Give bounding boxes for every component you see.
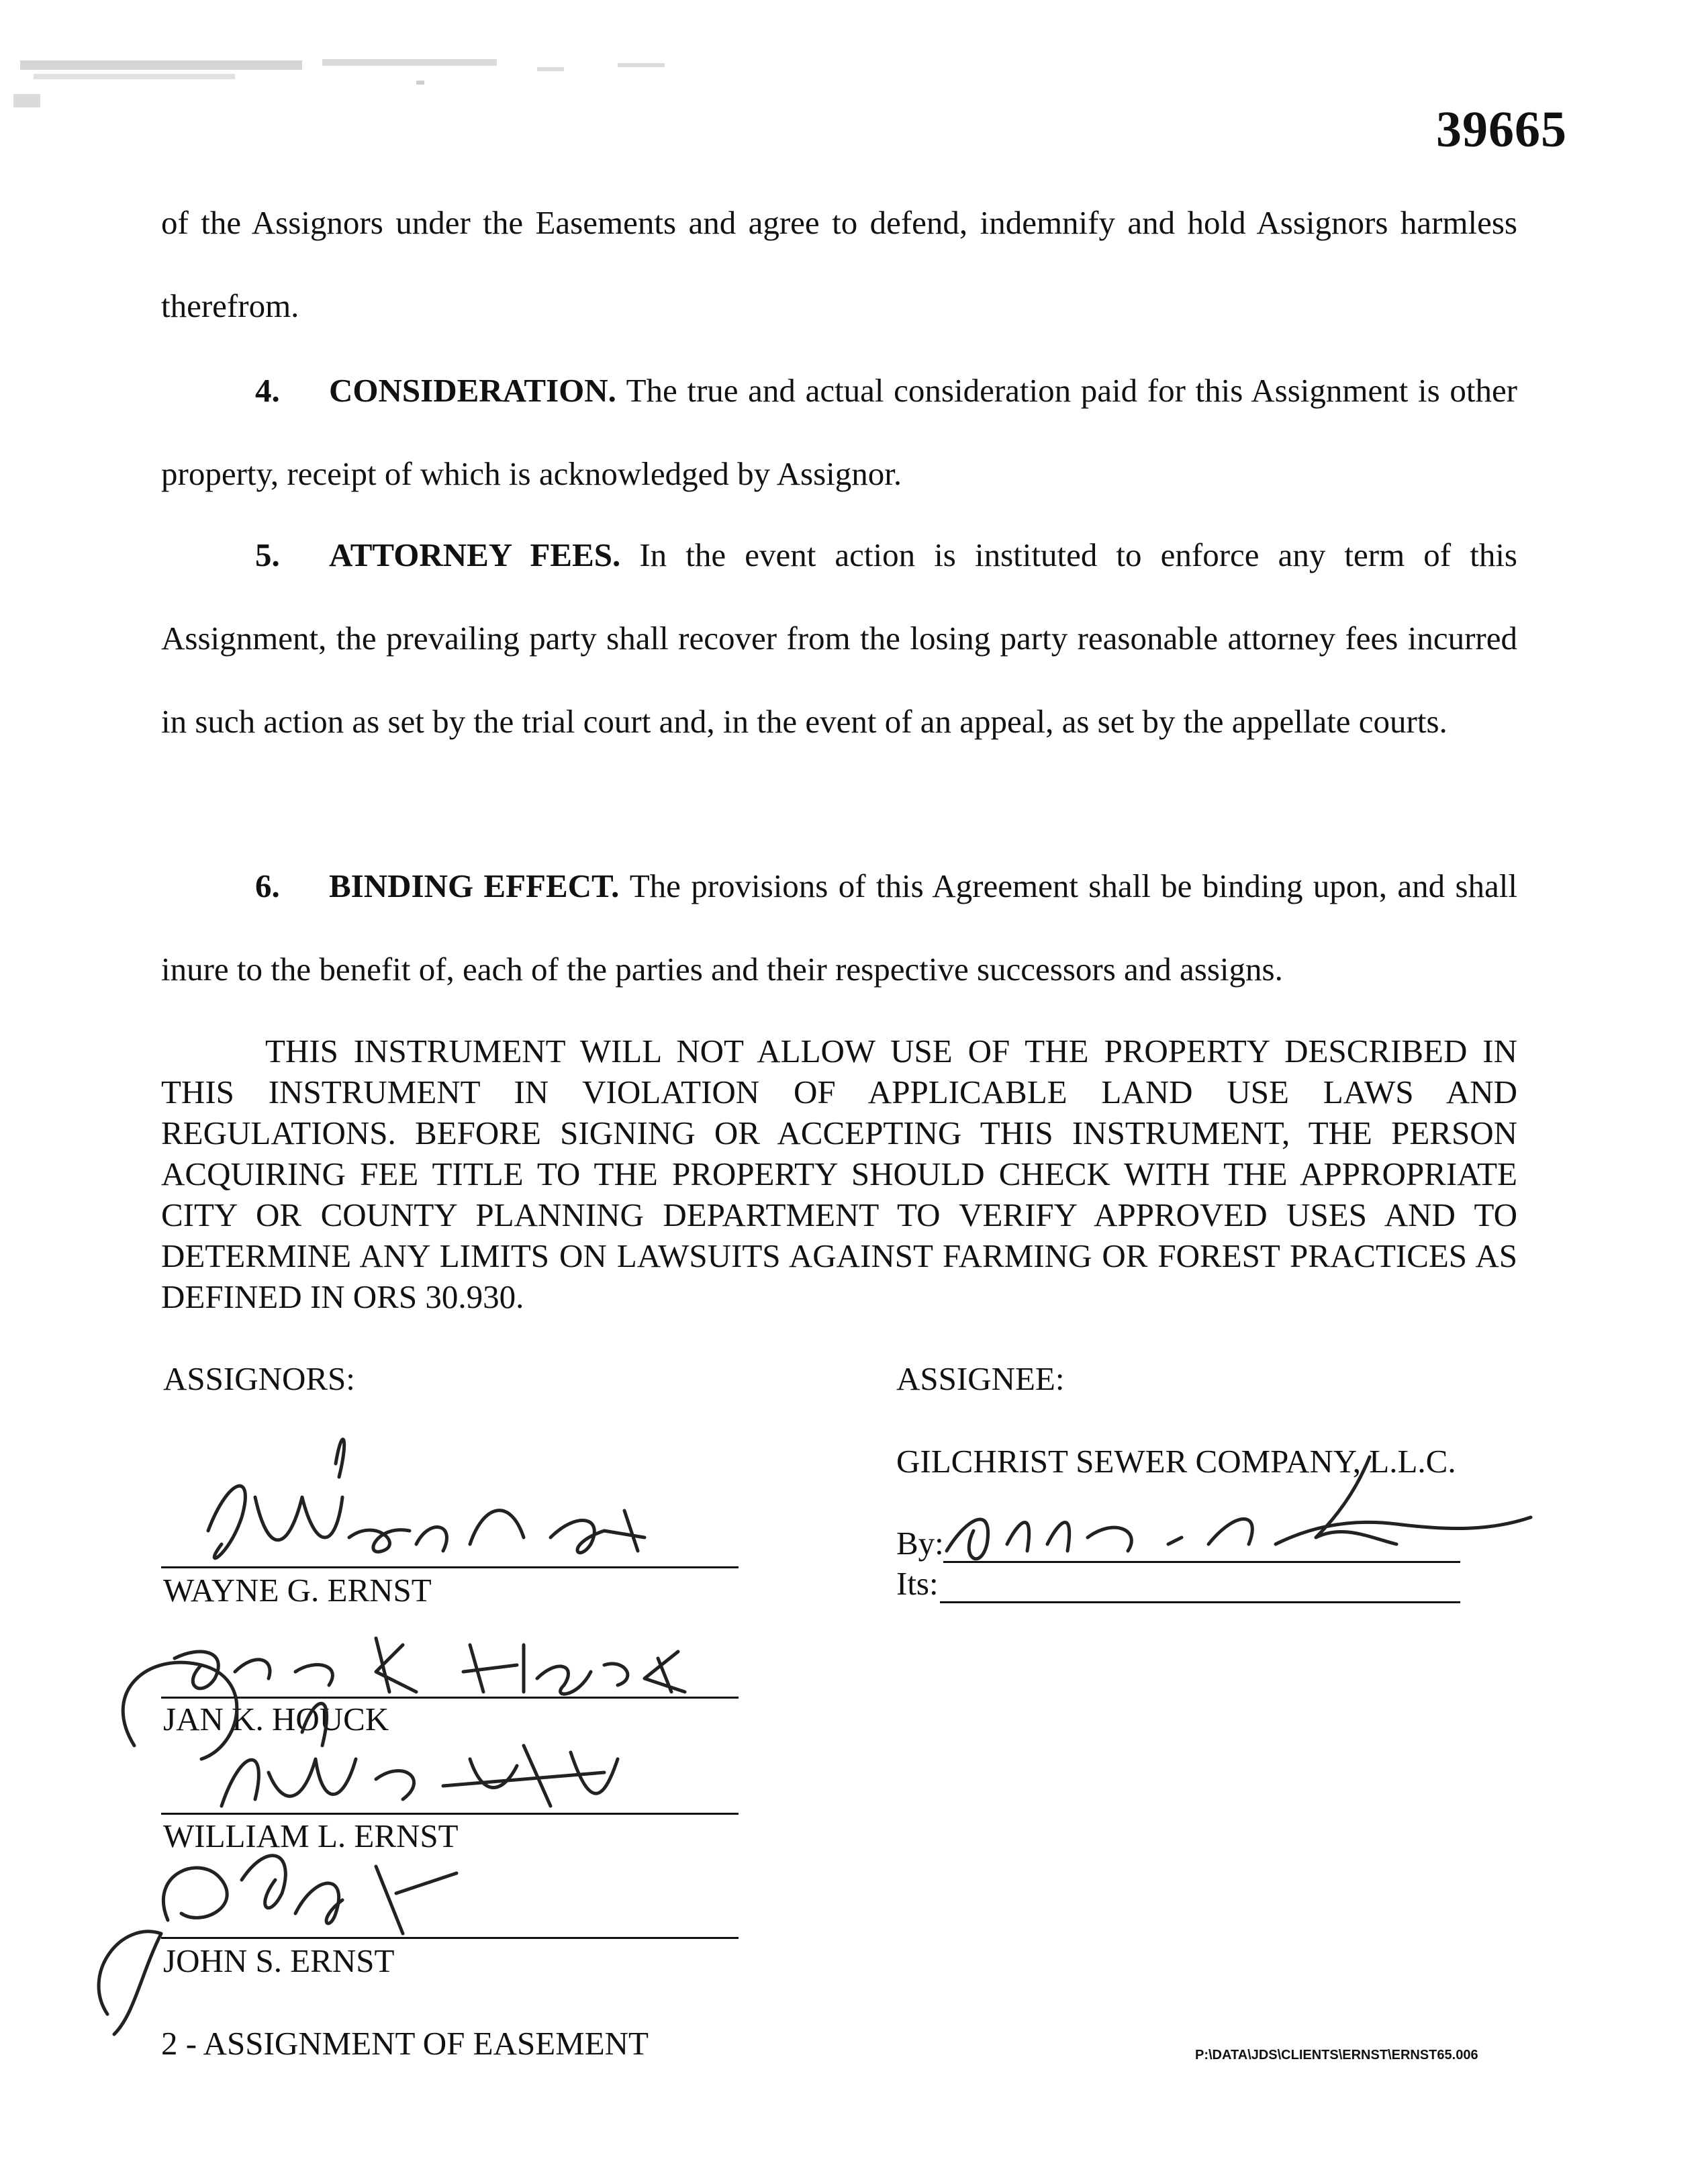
section-number: 6. [255,867,280,904]
signer-name: JOHN S. ERNST [163,1942,395,1979]
signature-line [161,1813,739,1815]
section-number: 4. [255,372,280,409]
continuation-text: of the Assignors under the Easements and agree to defend, indemnify and hold Assignors harmless therefrom. [161,204,1517,324]
signature-john [163,1856,457,1934]
assignee-company: GILCHRIST SEWER COMPANY, L.L.C. [896,1443,1456,1480]
by-signature-line [943,1561,1460,1563]
footer-page-title: 2 - ASSIGNMENT OF EASEMENT [161,2025,649,2062]
by-label: By: [896,1525,944,1562]
assignee-label: ASSIGNEE: [896,1360,1065,1397]
document-number: 39665 [1436,101,1567,158]
its-label: Its: [896,1565,939,1602]
signer-name: WILLIAM L. ERNST [163,1817,459,1854]
signature-line [161,1697,739,1699]
continuation-paragraph [161,181,1517,348]
scan-noise [13,54,752,148]
signature-wayne [208,1439,645,1558]
signature-jan [175,1638,685,1694]
section-heading: CONSIDERATION. [329,372,616,409]
its-signature-line [940,1601,1460,1603]
signer-name: JAN K. HOUCK [163,1701,389,1738]
section-6 [161,845,1517,1011]
section-text: In the event action is instituted to enforce any term of this Assignment, the prevailing party shall recover from the losing party reasonable attorney fees incurred in such action as set by the trial court and, in the event of an appeal, as set by the appellate courts. [161,536,1518,740]
signature-line [161,1937,739,1939]
signature-line [161,1566,739,1568]
section-4 [161,349,1517,516]
signer-name: WAYNE G. ERNST [163,1572,432,1609]
assignors-label: ASSIGNORS: [163,1360,355,1397]
footer-file-path: P:\DATA\JDS\CLIENTS\ERNST\ERNST65.006 [1195,2048,1478,2062]
section-heading: BINDING EFFECT. [329,867,620,904]
section-heading: ATTORNEY FEES. [329,536,621,573]
section-text: The true and actual consideration paid for this Assignment is other property, receipt of which is acknowledged by Assignor. [161,372,1518,492]
section-number: 5. [255,536,280,573]
section-text: The provisions of this Agreement shall be binding upon, and shall inure to the benefit of, each of the parties and their respective successors and assigns. [161,867,1518,988]
signature-long-loop [99,1932,161,2034]
section-5 [161,514,1517,763]
land-use-notice: THIS INSTRUMENT WILL NOT ALLOW USE OF THE PROPERTY DESCRIBED IN THIS INSTRUMENT IN VIOLATION OF APPLICABLE LAND USE LAWS AND REGULATIONS. BEFORE SIGNING OR ACCEPTING THIS INSTRUMENT, THE PERSON ACQUIRING FEE TITLE TO THE PROPERTY SHOULD CHECK WITH THE APPROPRIATE CITY OR COUNTY PLANNING DEPARTMENT TO VERIFY APPROVED USES AND TO DETERMINE ANY LIMITS ON LAWSUITS AGAINST FARMING OR FOREST PRACTICES AS DEFINED IN ORS 30.930. [161,1033,1517,1315]
